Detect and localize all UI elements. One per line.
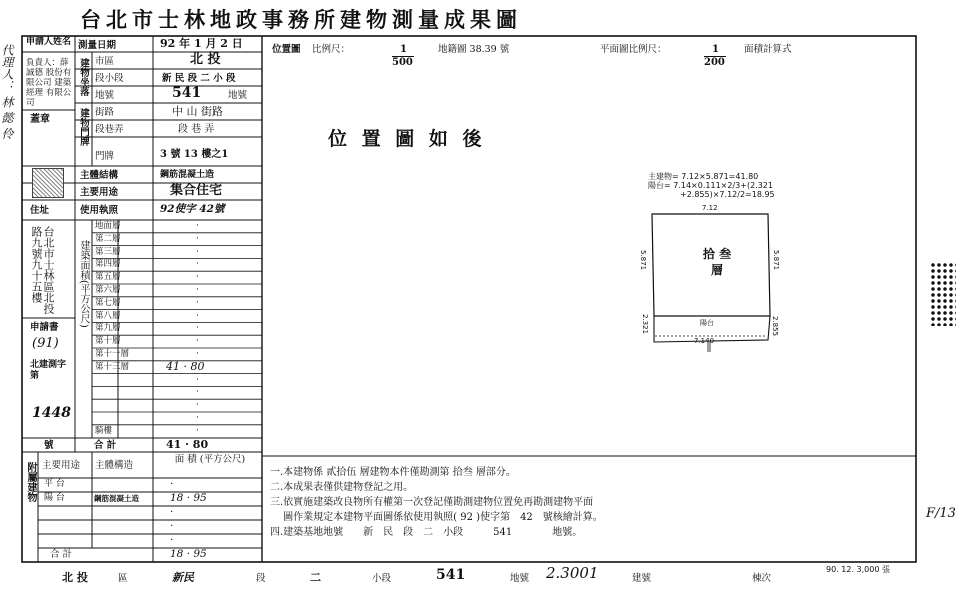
note-line: 三.依實施建築改良物所有權第一次登記僅勘測建物位置免再勘測建物平面 [270,497,594,508]
location-group-label: 建物坐落 [78,58,89,96]
area-calc-label: 面積計算式 [744,44,792,55]
registration-dots [930,262,956,326]
number-label: 門牌 [95,151,115,162]
floor-area-value: · [196,349,199,359]
district-label: 市區 [95,56,115,67]
agent-margin-note-line: 代理人： [0,44,14,92]
structure-label: 主體結構 [80,170,119,181]
floor-name: 騎樓 [95,425,113,436]
floor-plan-scale-label: 平面圖比例尺： [600,44,667,55]
floor-area-value: · [196,400,199,411]
annex-use: 陽 台 [44,493,65,503]
location-map-note: 位 置 圖 如 後 [328,128,486,150]
footer-print-info: 90. 12. 3,000 張 [826,565,890,574]
use-label: 主要用途 [80,187,119,198]
application-label: 申請書 [30,322,59,333]
footer-lot: 541 [436,567,466,583]
note-line: 一.本建物係 貳拾伍 層建物本件僅勘測第 拾叁 層部分。 [270,467,516,478]
floor-area-value: · [196,336,199,347]
annex-area-header: 面 積 (平方公尺) [174,454,246,465]
annex-struct-header: 主體構造 [95,460,134,471]
application-year: (91) [32,336,59,351]
floor-name: 第八層 [95,310,121,321]
structure-value: 鋼筋混凝土造 [160,170,215,180]
floor-name: 第七層 [95,297,121,308]
section-value: 新 民 段 二 小 段 [162,73,236,84]
footer-lot-unit: 地號 [510,573,530,584]
footer-building-number: 2.3001 [546,564,599,582]
lane-value: 段 巷 弄 [178,124,215,135]
annex-total-value: 18 · 95 [170,548,207,560]
edge-note: F/13 [926,506,956,521]
footer-district: 北 投 [62,571,88,584]
area-calc-line-1: 主建物= 7.12×5.871=41.80 [648,172,759,181]
street-label: 街路 [95,107,115,118]
area-calc-line-3: +2.855)×7.12/2=18.95 [680,190,775,199]
location-scale-numerator: 1 [400,44,407,55]
annex-label: 附屬建物 [25,462,36,502]
total-value: 41 · 80 [166,438,209,451]
responsible-label: 負責人：薛誠德 股份有限公司 建築經理 有限公司 [26,58,72,108]
floor-name: 第九層 [95,323,121,334]
annex-area: · [170,520,174,532]
floor-name: 第三層 [95,246,121,257]
lot-label: 地號 [95,90,115,101]
annex-use: 平 台 [44,479,65,489]
floor-area-value: · [196,374,199,385]
floor-name: 第二層 [95,233,121,244]
official-seal [32,168,64,198]
annex-area: · [170,478,174,490]
floor-area-value: · [196,413,199,423]
dim-balcony-right: 2.855 [771,316,779,337]
annex-area: · [170,534,174,546]
footer-section: 新民 [172,571,194,584]
cadastral-map-label: 地籍圖 38.39 號 [438,44,510,55]
footer-section-unit: 段 [256,573,266,584]
use-value: 集合住宅 [170,183,223,198]
floor-plan-scale-numerator: 1 [712,44,719,55]
footer-district-unit: 區 [118,573,128,584]
annex-area: 18 · 95 [170,492,207,504]
address-label: 住址 [30,205,50,216]
footer-subsection: 二 [310,571,321,584]
floor-area-value: · [196,323,199,334]
floor-area-value: · [196,259,199,270]
floor-name: 第十層 [95,336,121,347]
floor-area-value: · [196,310,199,321]
address-text: 台北市士林區北投路九號九十五樓 [30,226,55,314]
footer-copy-label: 棟次 [752,573,772,584]
door-group-label: 建物門牌 [78,108,89,146]
location-map-label: 位置圖 [272,44,301,55]
survey-date-label: 測量日期 [78,40,117,51]
agent-margin-note-line: 伶 [0,127,14,140]
annex-use-header: 主要用途 [42,460,81,471]
floor-label: 拾 叁 層 [702,247,732,277]
application-number: 1448 [32,405,71,421]
floor-name: 第四層 [95,259,121,270]
permit-label: 使用執照 [80,205,119,216]
floor-name: 第五層 [95,272,121,283]
seal-label: 蓋章 [30,114,50,125]
footer-subsection-unit: 小段 [372,573,392,584]
floor-plan-scale-denominator: 200 [704,57,725,68]
lot-suffix: 地號 [228,90,248,101]
floor-area-value: · [196,272,199,283]
dim-right: 5.871 [772,250,780,271]
dim-top: 7.12 [702,204,718,212]
floor-area-value: · [196,285,199,295]
footer-building-number-unit: 建號 [632,573,652,584]
annex-total-label: 合 計 [50,549,73,560]
floor-area-value: · [196,221,199,231]
section-label: 段小段 [95,73,124,84]
survey-date-value: 92 年 1 月 2 日 [160,37,243,50]
location-scale-denominator: 500 [392,57,413,68]
area-group-label: 建築面積(平方公尺) [78,240,89,328]
lot-value: 541 [172,85,202,101]
floor-area-value: · [196,425,199,436]
number-value: 3 號 13 樓之1 [160,149,229,160]
note-line: 二.本成果表僅供建物登記之用。 [270,482,414,493]
note-line: 四.建築基地地號 新 民 段 二 小段 541 地號。 [270,527,583,538]
annex-structure: 鋼筋混凝土造 [94,494,139,503]
floor-name: 第十一層 [95,349,130,359]
floor-name: 第六層 [95,285,121,295]
applicant-label: 申請人姓名 [26,37,72,47]
floor-area-value: · [196,246,199,257]
agent-margin-note-line: 懿 [0,111,14,124]
dim-bottom: 7.140 [694,337,715,345]
floor-name: 地面層 [95,221,121,231]
floor-name: 第十三層 [95,361,130,372]
application-office: 北建測字第 [30,360,67,381]
district-value: 北 投 [190,52,221,67]
dim-balcony-left: 2.321 [641,314,649,335]
balcony-label: 陽台 [700,319,714,327]
area-calc-line-2: 陽台= 7.14×0.111×2/3+(2.321 [648,181,773,190]
document-title: 台北市士林地政事務所建物測量成果圖 [80,7,522,32]
street-value: 中 山 街路 [172,105,223,118]
total-label: 合 計 [94,440,117,451]
note-line: 圖作業規定本建物平面圖係依使用執照( 92 )使字第 42 號核繪計算。 [270,512,603,523]
lane-label: 段巷弄 [95,124,124,135]
dim-left: 5.871 [639,250,647,271]
floor-area-value: · [196,233,199,244]
floor-area-value: · [196,297,199,308]
floor-area-value: · [196,387,199,398]
floor-area-value: 41 · 80 [166,359,205,373]
annex-area: · [170,506,174,518]
application-suffix: 號 [44,440,54,451]
floor-plan-drawing [652,214,770,352]
permit-value: 92使字 42號 [160,203,225,215]
agent-margin-note-line: 林 [0,95,14,108]
location-scale-label: 比例尺： [312,44,351,55]
